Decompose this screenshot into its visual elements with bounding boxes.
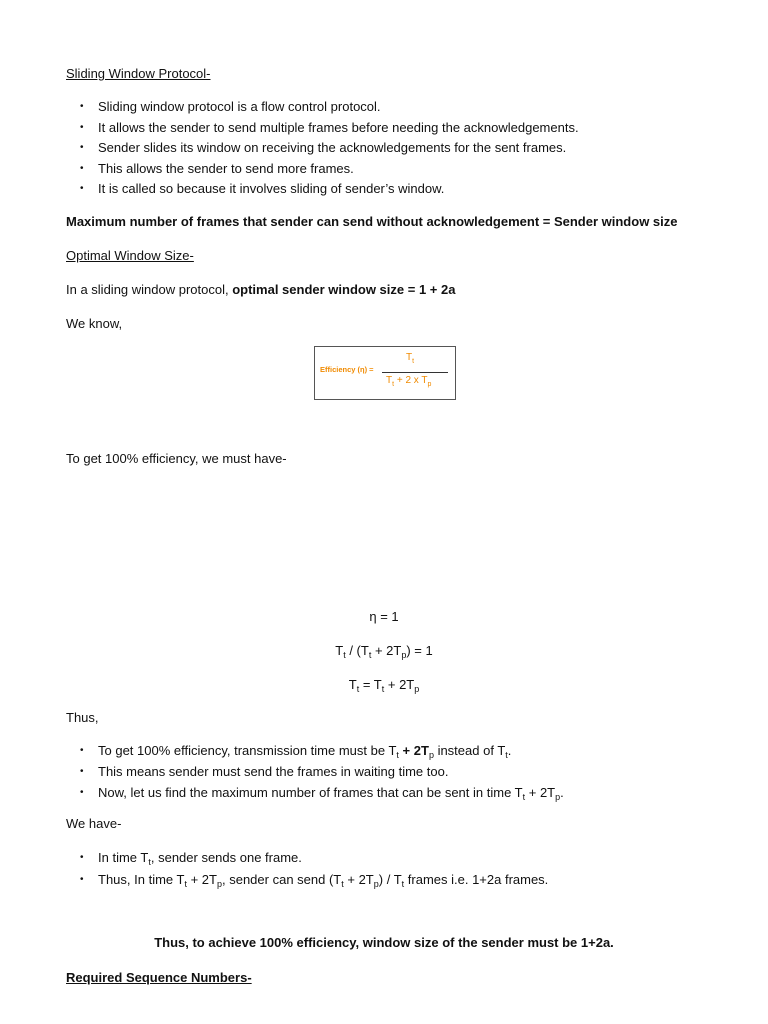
intro-bold-text: optimal sender window size = 1 + 2a [232, 282, 456, 297]
list-item: • This means sender must send the frames in waiting time too. [80, 761, 564, 782]
list-item: • It is called so because it involves sliding of sender’s window. [80, 179, 579, 200]
equation-ratio: $T_t / (T_t + 2T_p) = 1$ [335, 643, 433, 660]
equation-tt: $T_t = T_t + 2T_p$ [348, 677, 420, 694]
list-item: • It allows the sender to send multiple frames before needing the acknowledgements. [80, 118, 579, 139]
conclusion-text: Thus, to achieve 100% efficiency, window size of the sender must be 1+2a. [154, 935, 614, 950]
list-item: • Thus, In time $T_t + 2T_p$, sender can send $(T_t + 2T_p) / T_t$ frames i.e. 1+2a frames. [80, 869, 548, 891]
we-have-bullet-list [80, 847, 548, 891]
heading-optimal-window-size: Optimal Window Size- [66, 248, 194, 263]
efficiency-formula-image [314, 346, 456, 400]
formula-label: Efficiency (η) = [320, 365, 374, 374]
list-item: • In time $T_t$, sender sends one frame. [80, 847, 548, 869]
heading-sliding-window-protocol: Sliding Window Protocol- [66, 66, 211, 81]
list-item: • Sender slides its window on receiving the acknowledgements for the sent frames. [80, 138, 579, 159]
list-item: • To get 100% efficiency, transmission time must be $T_t + 2T_p$ instead of $T_t$. [80, 740, 564, 761]
protocol-bullet-list [80, 97, 579, 200]
optimal-size-intro [66, 282, 455, 297]
we-know-text: We know, [66, 316, 123, 331]
list-item: • Now, let us find the maximum number of frames that can be sent in time $T_t + 2T_p$. [80, 782, 564, 803]
formula-numerator: $T_t$ [406, 352, 415, 365]
thus-text: Thus, [66, 710, 99, 725]
list-item: • Sliding window protocol is a flow control protocol. [80, 97, 579, 118]
intro-text: In a sliding window protocol, [66, 282, 233, 297]
equation-eta: η = 1 [369, 609, 399, 624]
max-frames-statement: Maximum number of frames that sender can send without acknowledgement = Sender window size [66, 214, 678, 229]
to-get-efficiency-text: To get 100% efficiency, we must have- [66, 451, 287, 466]
thus-bullet-list [80, 740, 564, 803]
formula-denominator: $T_t + 2$ x $T_p$ [386, 375, 432, 388]
heading-required-sequence-numbers: Required Sequence Numbers- [66, 970, 252, 985]
list-item: • This allows the sender to send more frames. [80, 159, 579, 180]
we-have-text: We have- [66, 816, 122, 831]
fraction-bar [382, 372, 448, 373]
